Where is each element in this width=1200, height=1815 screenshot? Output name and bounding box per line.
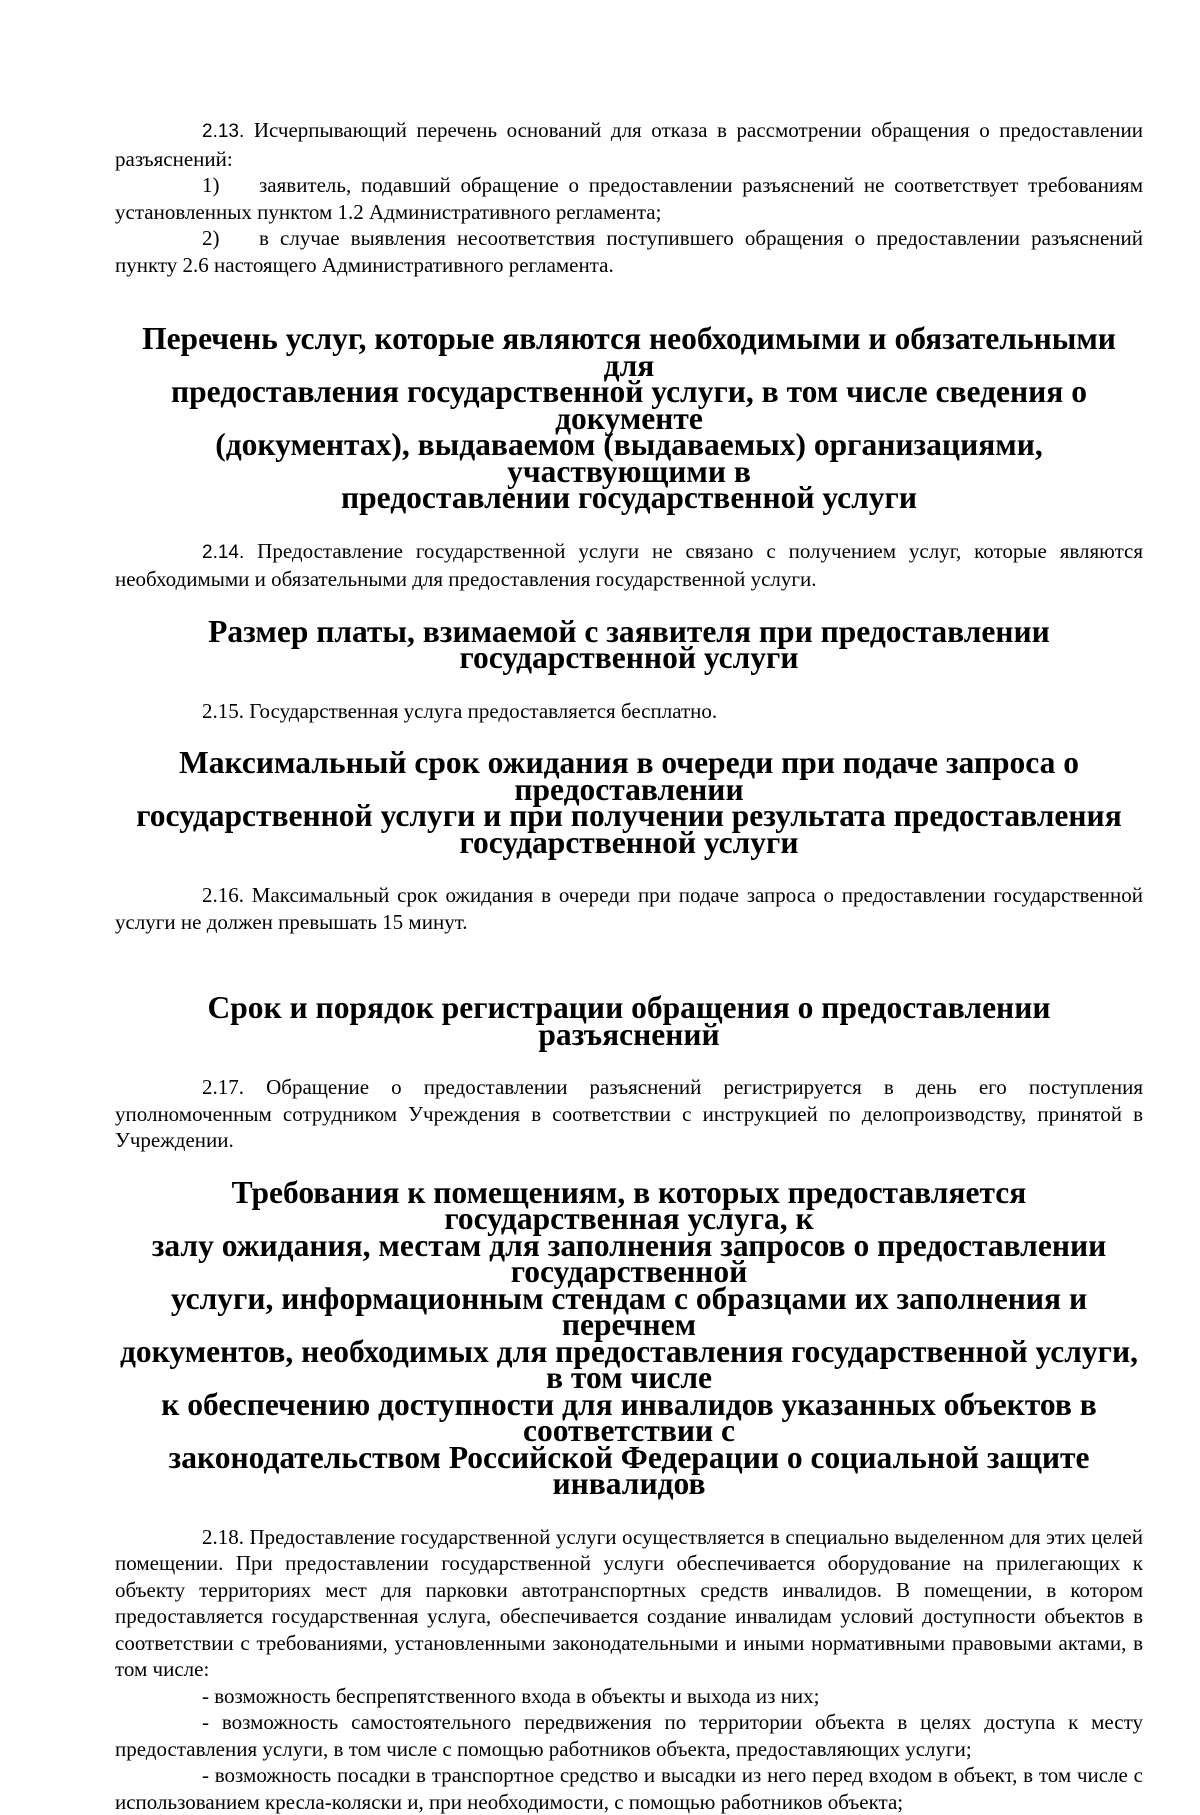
bullet-item: - возможность посадки в транспортное средство и высадки из него перед входом в объект, в том числе с использованием кресла-коляски и, при необходимости, с помощью работников объекта; bbox=[115, 1763, 1143, 1814]
heading-line: предоставления государственной услуги, в том числе сведения о документе bbox=[171, 374, 1087, 436]
list-item bbox=[115, 172, 1143, 225]
paragraph-number: 2.13. bbox=[202, 121, 245, 142]
list-item-number: 1) bbox=[202, 173, 220, 197]
bullet-item: - возможность самостоятельного передвижения по территории объекта в целях доступа к месту предоставления услуги, в том числе с помощью работников объекта, предоставляющих услуги; bbox=[115, 1710, 1143, 1761]
heading-line: документов, необходимых для предоставления государственной услуги, в том числе bbox=[119, 1333, 1138, 1395]
section-heading-fee bbox=[115, 613, 1143, 675]
section-heading-registration bbox=[115, 990, 1143, 1052]
paragraph-2-17: 2.17. Обращение о предоставлении разъяснений регистрируется в день его поступления уполномоченным сотрудником Учреждения в соответствии с инструкцией по делопроизводству, принятой в Учреждении. bbox=[115, 1075, 1143, 1152]
list-item bbox=[115, 225, 1143, 278]
heading-line: Требования к помещениям, в которых предоставляется государственная услуга, к bbox=[231, 1174, 1027, 1236]
heading-line: к обеспечению доступности для инвалидов указанных объектов в соответствии с bbox=[161, 1386, 1097, 1448]
section-heading-queue bbox=[115, 745, 1143, 860]
paragraph-number: 2.14. bbox=[202, 541, 245, 563]
heading-line: государственной услуги и при получении результата предоставления bbox=[136, 798, 1122, 833]
heading-line: (документах), выдаваемом (выдаваемых) организациями, участвующими в bbox=[215, 427, 1043, 489]
paragraph-text: Предоставление государственной услуги не связано с получением услуг, которые являются необходимыми и обязательными для предоставления государственной услуги. bbox=[115, 538, 1143, 591]
heading-line: Максимальный срок ожидания в очереди при подаче запроса о предоставлении bbox=[179, 745, 1079, 807]
paragraph-2-13 bbox=[115, 117, 1143, 172]
list-item-number: 2) bbox=[202, 226, 220, 250]
section-heading-services bbox=[115, 321, 1143, 515]
heading-line: предоставлении государственной услуги bbox=[340, 480, 918, 515]
section-heading-premises bbox=[115, 1174, 1143, 1501]
heading-line: государственной услуги bbox=[459, 824, 799, 860]
heading-line: Перечень услуг, которые являются необходимыми и обязательными для bbox=[142, 321, 1116, 383]
heading-line: законодательством Российской Федерации о социальной защите инвалидов bbox=[168, 1439, 1090, 1501]
paragraph-2-16: 2.16. Максимальный срок ожидания в очереди при подаче запроса о предоставлении государственной услуги не должен превышать 15 минут. bbox=[115, 883, 1143, 934]
list-item-text: заявитель, подавший обращение о предоставлении разъяснений не соответствует требованиям установленных пунктом 1.2 Административного регламента; bbox=[115, 173, 1143, 224]
list-item-text: в случае выявления несоответствия поступившего обращения о предоставлении разъяснений пункту 2.6 настоящего Административного регламента. bbox=[115, 226, 1143, 277]
heading-line: услуги, информационным стендам с образцами их заполнения и перечнем bbox=[170, 1280, 1088, 1342]
document-page bbox=[115, 117, 1143, 1815]
heading-line: Срок и порядок регистрации обращения о предоставлении разъяснений bbox=[207, 990, 1051, 1052]
heading-line: Размер платы, взимаемой с заявителя при предоставлении государственной услуги bbox=[208, 613, 1050, 675]
paragraph-2-14 bbox=[115, 538, 1143, 593]
paragraph-2-18: 2.18. Предоставление государственной услуги осуществляется в специально выделенном для этих целей помещении. При предоставлении государственной услуги обеспечивается оборудование на прилегающих к объекту территориях мест для парковки автотранспортных средств инвалидов. В помещении, в котором предоставляется государственная услуга, обеспечивается создание инвалидам условий доступности объектов в соответствии с требованиями, установленными законодательными и иными нормативными правовыми актами, в том числе: bbox=[115, 1524, 1143, 1681]
heading-line: залу ожидания, местам для заполнения запросов о предоставлении государственной bbox=[151, 1227, 1107, 1289]
paragraph-2-15: 2.15. Государственная услуга предоставляется бесплатно. bbox=[202, 698, 718, 723]
paragraph-text: Исчерпывающий перечень оснований для отказа в рассмотрении обращения о предоставлении разъяснений: bbox=[115, 118, 1143, 171]
bullet-item: - возможность беспрепятственного входа в объекты и выхода из них; bbox=[202, 1683, 820, 1708]
